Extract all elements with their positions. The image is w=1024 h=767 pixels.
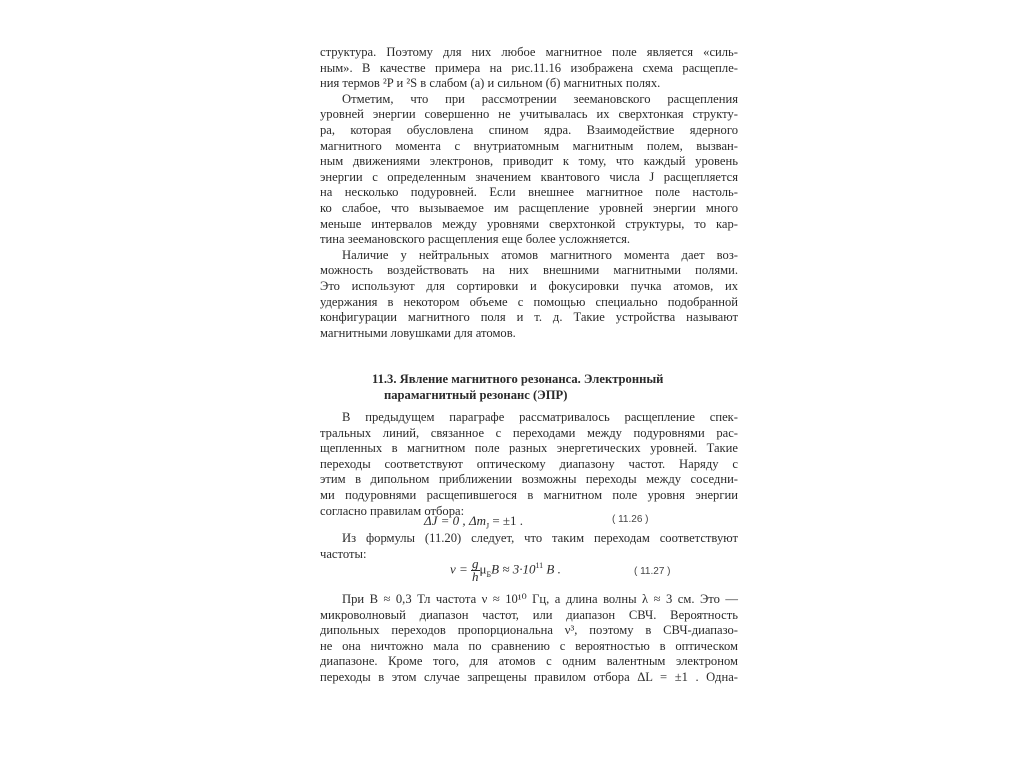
paragraph-block-4 bbox=[320, 592, 738, 686]
eq1-lhs: ΔJ = 0 , bbox=[424, 513, 466, 528]
text-line: переходы в этом случае запрещены правилом отбора ΔL = ±1 . Одна- bbox=[320, 669, 738, 684]
eq2-lhs: ν = bbox=[450, 561, 472, 577]
text-line: ным движениями электронов, приводит к тому, что каждый уровень bbox=[320, 154, 738, 169]
paragraph-block-2 bbox=[320, 410, 738, 519]
text-line: ко слабое, что вызываемое им расщепление уровней энергии много bbox=[320, 200, 738, 215]
text-line: магнитного момента с внутриатомным магнитным полем, вызван- bbox=[320, 138, 738, 153]
text-line: этим в дипольном приближении возможны переходы между соседни- bbox=[320, 472, 738, 487]
text-line: частоты: bbox=[320, 546, 367, 561]
eq2-mu-sub: Б bbox=[486, 570, 492, 580]
frac-numerator: g bbox=[472, 556, 479, 571]
eq2-exp: 11 bbox=[535, 561, 544, 571]
text-line: При B ≈ 0,3 Тл частота ν ≈ 10¹⁰ Гц, а длина волны λ ≈ 3 см. Это — bbox=[342, 592, 738, 606]
text-line: согласно правилам отбора: bbox=[320, 503, 465, 518]
text-line: можность воздействовать на них внешними магнитными полями. bbox=[320, 263, 738, 278]
text-line: ным». В качестве примера на рис.11.16 изображена схема расщепле- bbox=[320, 60, 738, 75]
heading-line-2: парамагнитный резонанс (ЭПР) bbox=[384, 387, 568, 402]
text-line: энергии с определенным значением квантового числа J расщепляется bbox=[320, 169, 738, 184]
fraction-g-over-h bbox=[471, 558, 480, 583]
heading-line-1: 11.3. Явление магнитного резонанса. Электронный bbox=[372, 372, 664, 386]
text-line: Отметим, что при рассмотрении зеемановского расщепления bbox=[342, 91, 738, 106]
text-line: диапазоне. Кроме того, для атомов с одним валентным электроном bbox=[320, 654, 738, 669]
text-line: микроволновый диапазон частот, или диапазон СВЧ. Вероятность bbox=[320, 607, 738, 622]
text-line: конфигурации магнитного поля и т. д. Такие устройства называют bbox=[320, 310, 738, 325]
eq2-tail: B . bbox=[543, 561, 561, 577]
paragraph-block-1 bbox=[320, 45, 738, 341]
text-line: переходы соответствуют оптическому диапазону частот. Наряду с bbox=[320, 456, 738, 471]
text-line: на несколько подуровней. Если внешнее магнитное поле настоль- bbox=[320, 185, 738, 200]
frac-denominator: h bbox=[472, 569, 479, 584]
eq1-sub: J bbox=[485, 521, 490, 531]
equation-number-11-26: ( 11.26 ) bbox=[612, 514, 649, 525]
text-line: меньше интервалов между уровнями сверхтонкой структуры, то кар- bbox=[320, 216, 738, 231]
text-line: ра, которая обусловлена спином ядра. Взаимодействие ядерного bbox=[320, 122, 738, 137]
text-line: тина зеемановского расщепления еще более усложняется. bbox=[320, 232, 631, 247]
text-line: Из формулы (11.20) следует, что таким переходам соответствуют bbox=[342, 531, 738, 545]
eq2-mu: μ bbox=[479, 561, 487, 577]
text-line: удержания в некотором объеме с помощью специально подобранной bbox=[320, 294, 738, 309]
text-line: ми подуровнями расщепившегося в магнитном поле уровня энергии bbox=[320, 487, 738, 502]
text-line: тральных линий, связанное с переходами между подуровнями рас- bbox=[320, 425, 738, 440]
text-line: структура. Поэтому для них любое магнитное поле является «силь- bbox=[320, 45, 738, 59]
text-line: Это используют для сортировки и фокусировки пучка атомов, их bbox=[320, 278, 738, 293]
section-heading bbox=[372, 372, 692, 403]
eq1-rhs: Δm bbox=[468, 513, 486, 528]
equation-11-27 bbox=[450, 558, 561, 583]
text-line: ния термов ²P и ²S в слабом (а) и сильном (б) магнитных полях. bbox=[320, 76, 661, 91]
text-line: не она ничтожно мала по сравнению с вероятностью в оптическом bbox=[320, 638, 738, 653]
text-line: щепленных в магнитном поле разных энергетических уровней. Такие bbox=[320, 441, 738, 456]
text-line: уровней энергии совершенно не учитывалась их сверхтонкая структу- bbox=[320, 107, 738, 122]
eq1-tail: = ±1 . bbox=[489, 513, 524, 528]
equation-11-26 bbox=[424, 513, 523, 529]
text-line: дипольных переходов пропорциональна ν³, поэтому в СВЧ-диапазо- bbox=[320, 623, 738, 638]
eq2-mid: B ≈ 3·10 bbox=[491, 561, 536, 577]
text-line: Наличие у нейтральных атомов магнитного момента дает воз- bbox=[342, 247, 738, 262]
text-line: В предыдущем параграфе рассматривалось расщепление спек- bbox=[342, 410, 738, 424]
equation-number-11-27: ( 11.27 ) bbox=[634, 566, 671, 577]
text-line: магнитными ловушками для атомов. bbox=[320, 325, 516, 340]
